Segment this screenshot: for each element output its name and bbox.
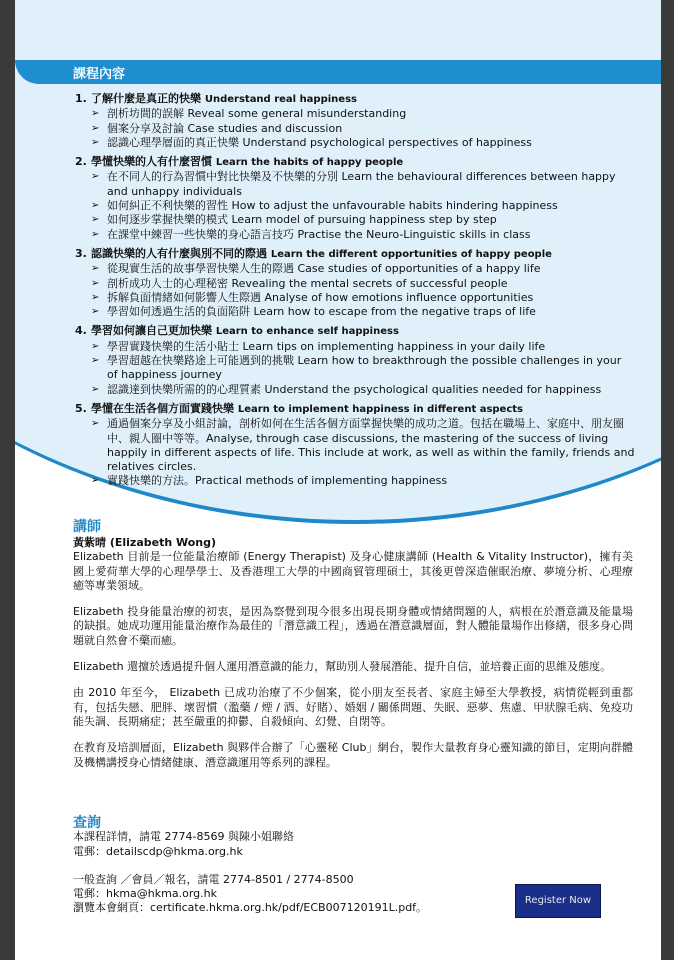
- website-link[interactable]: 瀏覽本會網頁：certificate.hkma.org.hk/pdf/ECB007120191L.pdf。: [73, 901, 428, 915]
- arrow-bullet-icon: ➢: [91, 214, 100, 226]
- outline-item: [75, 107, 635, 121]
- arrow-bullet-icon: ➢: [91, 108, 100, 120]
- arrow-bullet-icon: ➢: [91, 340, 100, 352]
- section-title-en: Learn the habits of happy people: [215, 157, 404, 169]
- section-title-zh: 認識快樂的人有什麼與別不同的際遇: [91, 246, 267, 260]
- arrow-bullet-icon: ➢: [91, 228, 100, 240]
- lecturer-name: 黃紫晴 (Elizabeth Wong): [73, 536, 217, 549]
- section-number: 5.: [75, 401, 87, 415]
- section-title-zh: 了解什麼是真正的快樂: [91, 92, 201, 105]
- outline-item: [75, 417, 635, 474]
- outline-section: [75, 92, 635, 150]
- section-title-zh: 學懂快樂的人有什麼習慣: [91, 155, 212, 169]
- outline-section: [75, 324, 635, 396]
- outline-item-text: 如何逐步掌握快樂的模式 Learn model of pursuing happiness step by step: [107, 213, 497, 227]
- outline-item-text: 認識達到快樂所需的的心理質素 Understand the psychological qualities needed for happiness: [107, 382, 602, 396]
- outline-section: [75, 155, 635, 242]
- lecturer-paragraph: Elizabeth 目前是一位能量治療師 (Energy Therapist) 及身心健康講師 (Health & Vitality Instructor)，擁有美國上愛荷華大學的心理學學士、及香港理工大學的中國商貿管理碩士，其後更曾深造催眠治療、夢境分析、心理療癒等專業領域。: [73, 550, 633, 592]
- arrow-bullet-icon: ➢: [91, 355, 100, 367]
- outline-item-text: 從現實生活的故事學習快樂人生的際遇 Case studies of opportunities of a happy life: [107, 262, 541, 276]
- outline-item-text: 剖析成功人士的心理秘密 Revealing the mental secrets of successful people: [107, 276, 508, 290]
- section-number: 1.: [75, 92, 87, 105]
- section-number: 2.: [75, 155, 87, 169]
- arrow-bullet-icon: ➢: [91, 418, 100, 430]
- arrow-bullet-icon: ➢: [91, 263, 100, 275]
- section-title-en: Learn to implement happiness in different aspects: [237, 403, 523, 415]
- outline-section-heading: [75, 324, 635, 339]
- outline-item-text: 如何糾正不利快樂的習性 How to adjust the unfavourable habits hindering happiness: [107, 199, 558, 213]
- outline-item-text: 在課堂中練習一些快樂的身心語言技巧 Practise the Neuro-Linguistic skills in class: [107, 227, 531, 241]
- section-title-en: Learn to enhance self happiness: [215, 326, 399, 338]
- arrow-bullet-icon: ➢: [91, 291, 100, 303]
- lecturer-paragraph: Elizabeth 投身能量治療的初衷，是因為察覺到現今很多出現長期身體或情緒問題的人，病根在於潛意識及能量場的缺損。她成功運用能量治療作為最佳的「潛意識工程」，透過在潛意識層面，對人體能量場作出修繕，很多身心問題就自然會不藥而癒。: [73, 605, 633, 647]
- section-title-zh: 學習如何讓自己更加快樂: [91, 324, 212, 338]
- outline-item: [75, 305, 635, 319]
- outline-item: [75, 170, 635, 199]
- outline-item: [75, 383, 635, 397]
- section-title-en: Understand real happiness: [204, 94, 357, 105]
- outline-item: [75, 262, 635, 276]
- general-enquiry-line: 一般查詢 ／會員／報名，請電 2774-8501 / 2774-8500: [73, 872, 354, 886]
- outline-section-heading: [75, 92, 635, 107]
- arrow-bullet-icon: ➢: [91, 475, 100, 487]
- course-content-title: 課程內容: [73, 67, 126, 82]
- arrow-bullet-icon: ➢: [91, 383, 100, 395]
- arrow-bullet-icon: ➢: [91, 200, 100, 212]
- lecturer-paragraph: Elizabeth 還擅於透過提升個人運用潛意識的能力，幫助別人發展潛能、提升自信，並培養正面的思維及態度。: [73, 660, 612, 674]
- outline-item-text: 在不同人的行為習慣中對比快樂及不快樂的分別 Learn the behavioural differences between happy and unhappy individuals: [107, 170, 616, 198]
- outline-item-text: 學習實踐快樂的生活小貼士 Learn tips on implementing happiness in your daily life: [107, 339, 546, 353]
- section-title-en: Learn the different opportunities of happy people: [270, 248, 552, 260]
- arrow-bullet-icon: ➢: [91, 136, 100, 148]
- outline-item: [75, 340, 635, 354]
- register-now-button[interactable]: Register Now: [515, 884, 601, 918]
- outline-item-text: 剖析坊間的誤解 Reveal some general misunderstanding: [107, 107, 407, 121]
- outline-item-text: 學習如何透過生活的負面陷阱 Learn how to escape from the negative traps of life: [107, 305, 536, 319]
- outline-item-text: 通過個案分享及小組討論，剖析如何在生活各個方面掌握快樂的成功之道。包括在職場上、家庭中、朋友圈中、親人圈中等等。Analyse, through case discussions, the mastering of the success of living happily in different aspects of life. This include at work, as well as within the family, friends and relatives circles.: [107, 417, 635, 474]
- arrow-bullet-icon: ➢: [91, 122, 100, 134]
- section-number: 3.: [75, 246, 87, 260]
- arrow-bullet-icon: ➢: [91, 277, 100, 289]
- lecturer-section: [73, 518, 633, 782]
- outline-item-text: 個案分享及討論 Case studies and discussion: [107, 121, 343, 135]
- course-enquiry-email[interactable]: 電郵：detailscdp@hkma.org.hk: [73, 844, 243, 858]
- outline-item: [75, 199, 635, 213]
- arrow-bullet-icon: ➢: [91, 306, 100, 318]
- outline-section-heading: [75, 155, 635, 170]
- outline-item: [75, 291, 635, 305]
- outline-item: [75, 122, 635, 136]
- outline-item: [75, 354, 635, 383]
- outline-section: [75, 402, 635, 489]
- enquiry-heading: 查詢: [73, 815, 101, 831]
- outline-section: [75, 247, 635, 319]
- course-outline: [75, 92, 635, 494]
- outline-item: [75, 474, 635, 488]
- section-number: 4.: [75, 324, 87, 338]
- course-content-bar: [15, 60, 661, 84]
- outline-section-heading: [75, 402, 635, 417]
- outline-item-text: 拆解負面情緒如何影響人生際遇 Analyse of how emotions influence opportunities: [107, 290, 534, 304]
- outline-section-heading: [75, 247, 635, 262]
- outline-item-text: 實踐快樂的方法。Practical methods of implementing happiness: [107, 474, 448, 488]
- outline-item: [75, 136, 635, 150]
- section-title-zh: 學懂在生活各個方面實踐快樂: [91, 401, 234, 415]
- course-enquiry-line: 本課程詳情，請電 2774-8569 與陳小姐聯絡: [73, 830, 294, 844]
- lecturer-paragraph: 由 2010 年至今， Elizabeth 已成功治療了不少個案，從小朋友至長者、家庭主婦至大學教授，病情從輕到重都有，包括失戀、肥胖、壞習慣（濫藥 / 煙 / 酒、好賭）、婚姻 / 關係問題、失眠、惡夢、焦慮、甲狀腺毛病、免疫功能失調、長期痛症；甚至嚴重的抑鬱、自殺傾向、幻覺、自閉等。: [73, 686, 633, 728]
- lecturer-heading: 講師: [73, 519, 101, 535]
- arrow-bullet-icon: ➢: [91, 171, 100, 183]
- outline-item: [75, 213, 635, 227]
- lecturer-paragraph: 在教育及培訓層面，Elizabeth 與夥伴合辦了「心靈秘 Club」網台，製作大量教育身心靈知識的節目，定期向群體及機構講授身心情緒健康、潛意識運用等系列的課程。: [73, 741, 633, 769]
- general-enquiry-email[interactable]: 電郵：hkma@hkma.org.hk: [73, 887, 217, 901]
- brochure-page: [15, 0, 661, 960]
- outline-item: [75, 228, 635, 242]
- outline-item: [75, 277, 635, 291]
- outline-item-text: 認識心理學層面的真正快樂 Understand psychological perspectives of happiness: [107, 135, 532, 149]
- outline-item-text: 學習超越在快樂路途上可能遇到的挑戰 Learn how to breakthrough the possible challenges in your of happiness journey: [107, 354, 622, 382]
